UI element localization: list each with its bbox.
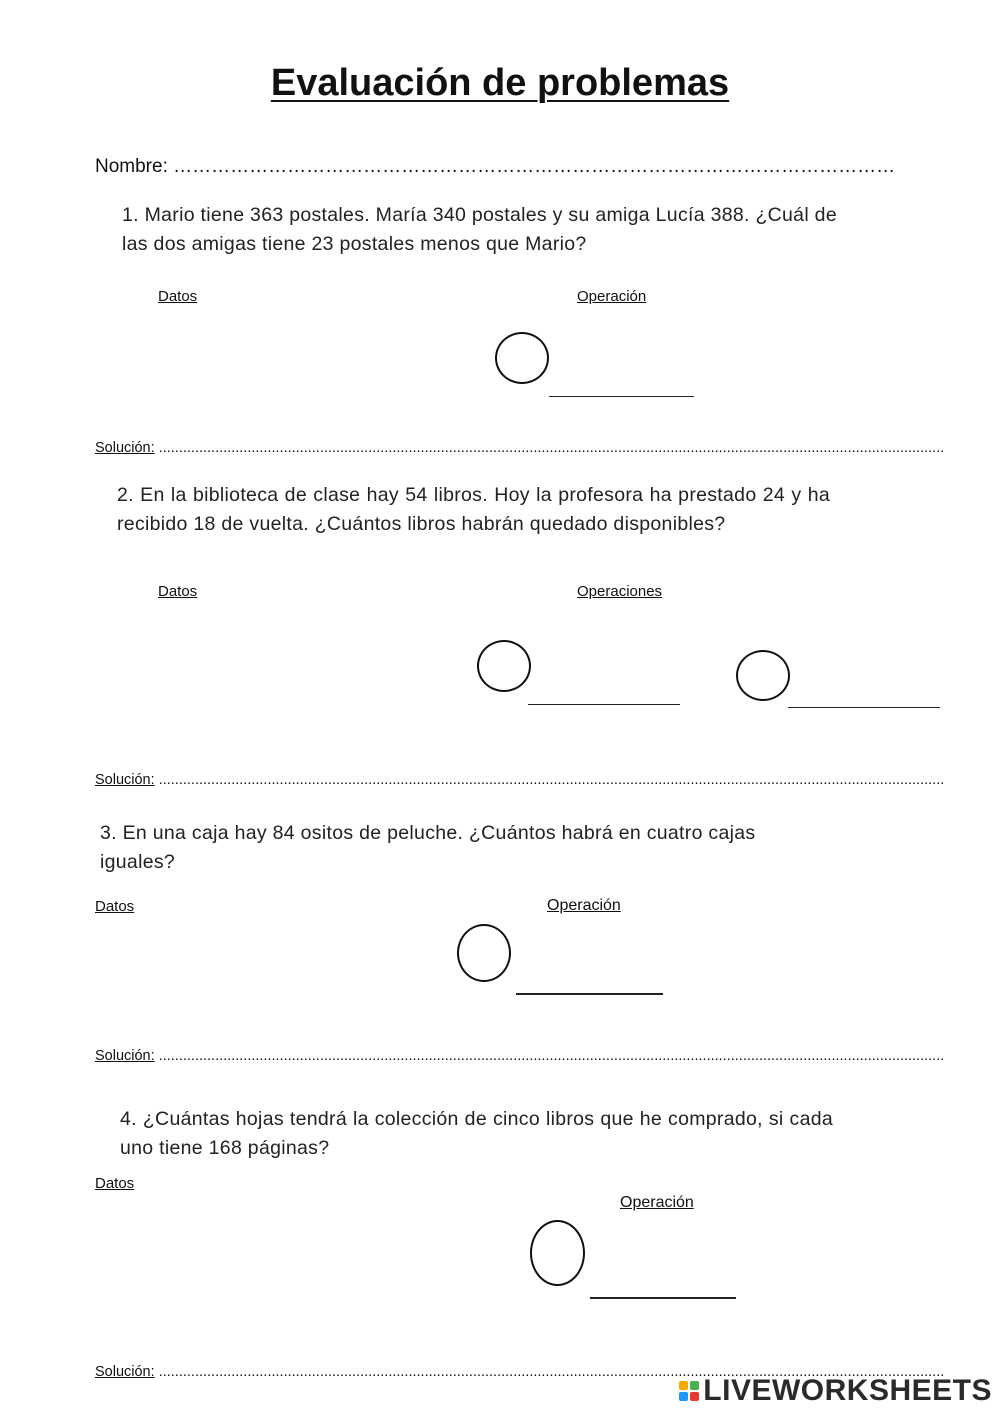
problem-3-answer-line[interactable] (516, 993, 663, 995)
logo-square-3 (679, 1392, 688, 1401)
problem-2-text: 2. En la biblioteca de clase hay 54 libros. Hoy la profesora ha prestado 24 y ha recibido 18 de vuelta. ¿Cuántos libros habrán quedado disponibles? (117, 484, 830, 535)
problem-3-operation-label: Operación (547, 897, 621, 914)
problem-3-solution[interactable] (95, 1048, 944, 1064)
problem-3-solution-label: Solución: (95, 1048, 155, 1064)
problem-4-answer-line[interactable] (590, 1297, 736, 1299)
problem-1-operation-label: Operación (577, 288, 647, 305)
page-title: Evaluación de problemas (270, 62, 730, 104)
problem-1-answer-line[interactable] (549, 396, 694, 397)
liveworksheets-logo-icon (679, 1381, 699, 1401)
problem-4-solution-dots: ................................................................................................................................................................................................... (158, 1364, 945, 1380)
problem-1-datos-label: Datos (158, 288, 198, 305)
problem-3-solution-dots: ................................................................................................................................................................................................... (158, 1048, 945, 1064)
logo-square-2 (690, 1381, 699, 1390)
problem-1-operator-circle[interactable] (495, 332, 549, 384)
problem-2-operator-circle-2[interactable] (736, 650, 790, 701)
problem-1-solution-dots: ................................................................................................................................................................................................... (158, 440, 945, 456)
problem-4-operation-label: Operación (620, 1194, 694, 1211)
problem-2-datos-label: Datos (158, 583, 198, 600)
logo-square-1 (679, 1381, 688, 1390)
problem-3-datos-label: Datos (95, 898, 135, 915)
problem-4-operator-circle[interactable] (530, 1220, 585, 1286)
logo-square-4 (690, 1392, 699, 1401)
name-field[interactable]: Nombre: …………………………………………………………………………………………………… (95, 156, 896, 177)
problem-1-text: 1. Mario tiene 363 postales. María 340 postales y su amiga Lucía 388. ¿Cuál de las dos amigas tiene 23 postales menos que Mario? (122, 204, 837, 255)
problem-3-operator-circle[interactable] (457, 924, 511, 982)
problem-4-solution-label: Solución: (95, 1364, 155, 1380)
problem-2-solution-dots: ................................................................................................................................................................................................... (158, 772, 945, 788)
problem-2-answer-line-1[interactable] (528, 704, 680, 705)
problem-3-text: 3. En una caja hay 84 ositos de peluche. ¿Cuántos habrá en cuatro cajas iguales? (100, 822, 756, 873)
problem-1-solution-label: Solución: (95, 440, 155, 456)
problem-2-answer-line-2[interactable] (788, 707, 940, 708)
liveworksheets-logo (679, 1374, 992, 1408)
problem-1-solution[interactable] (95, 440, 944, 456)
problem-4-text: 4. ¿Cuántas hojas tendrá la colección de cinco libros que he comprado, si cada uno tiene 168 páginas? (120, 1108, 833, 1159)
problem-2-operation-label: Operaciones (577, 583, 663, 600)
problem-2-solution-label: Solución: (95, 772, 155, 788)
problem-4-datos-label: Datos (95, 1175, 135, 1192)
problem-2-operator-circle-1[interactable] (477, 640, 531, 692)
liveworksheets-logo-text: LIVEWORKSHEETS (703, 1374, 992, 1407)
problem-2-solution[interactable] (95, 772, 944, 788)
